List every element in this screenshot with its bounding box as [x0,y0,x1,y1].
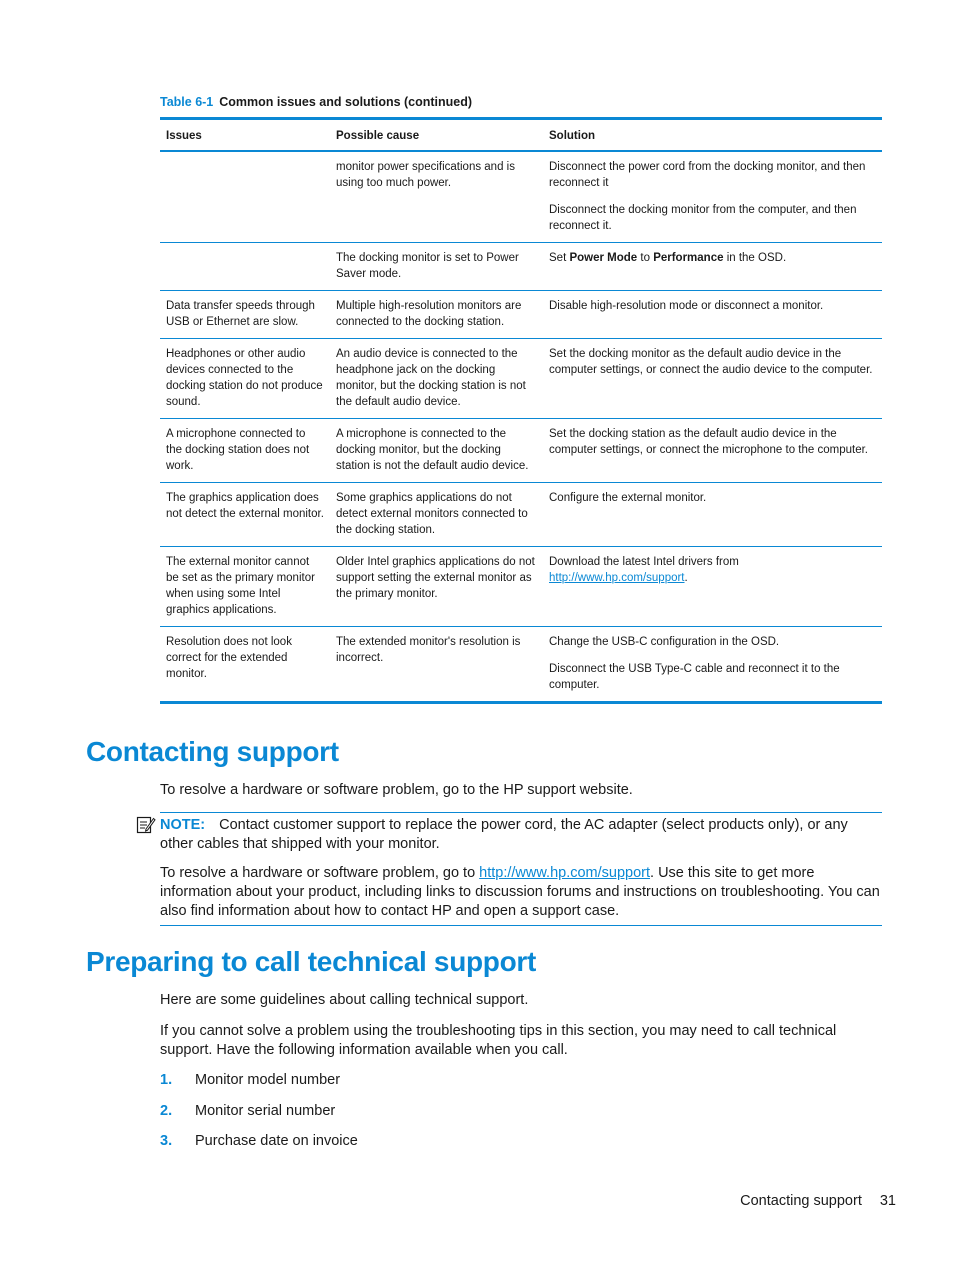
preparing-support-heading: Preparing to call technical support [86,946,537,977]
list-text: Monitor model number [195,1072,341,1088]
cause-cell: The docking monitor is set to Power Saver mode. [330,243,543,291]
solution-text: in the OSD. [723,252,787,264]
table-row [160,151,882,243]
solution-cell [543,627,883,703]
solution-text: Download the latest Intel drivers from [549,556,739,568]
solution-step: Change the USB-C configuration in the OSD. [549,636,780,648]
performance-term: Performance [653,252,724,264]
list-number: 2. [160,1103,173,1119]
solution-cell [543,291,883,339]
solution-cell [543,547,883,627]
support-para-after: . Use this site to get more information about your product, including links to discussion forums and instructions on troubleshooting. You can also find information about how to contact HP and open a support case. [160,865,880,919]
table-row [160,243,882,291]
solution-step: Set the docking station as the default audio device in the computer settings, or connect the microphone to the computer. [549,428,868,456]
table-caption [160,95,472,109]
note-pencil-icon [136,815,156,835]
solution-text: to [637,252,654,264]
solution-cell [543,419,883,483]
solution-cell [543,339,883,419]
hp-support-link[interactable]: http://www.hp.com/support [479,865,651,881]
note-body: Contact customer support to replace the power cord, the AC adapter (select products only), or any other cables that shipped with your monitor. [160,817,848,852]
solution-text: . [684,572,688,584]
issues-table [160,117,882,704]
note-label: NOTE: [160,817,206,833]
table-row [160,627,882,703]
table-row [160,339,882,419]
preparing-intro: Here are some guidelines about calling technical support. [160,992,529,1008]
issue-cell [160,243,330,291]
contacting-intro: To resolve a hardware or software problem, go to the HP support website. [160,782,633,798]
table-title: Common issues and solutions (continued) [219,95,473,109]
issue-cell: The external monitor cannot be set as the primary monitor when using some Intel graphics applications. [160,547,330,627]
solution-step: Set the docking monitor as the default audio device in the computer settings, or connect the audio device to the computer. [549,348,873,376]
col-header-solution: Solution [543,119,883,152]
solution-step: Configure the external monitor. [549,492,707,504]
cause-cell: The extended monitor's resolution is incorrect. [336,636,521,664]
issue-cell: Data transfer speeds through USB or Ethernet are slow. [160,291,330,339]
solution-step: Disconnect the docking monitor from the computer, and then reconnect it. [549,204,857,232]
support-para-before: To resolve a hardware or software problem, go to [160,865,480,881]
table-row [160,291,882,339]
issue-cell [160,151,330,243]
cause-cell: Some graphics applications do not detect external monitors connected to the docking station. [330,483,543,547]
solution-cell [543,243,883,291]
cause-cell: A microphone is connected to the docking monitor, but the docking station is not the default audio device. [330,419,543,483]
list-number: 1. [160,1072,173,1088]
footer-section: Contacting support [740,1193,862,1209]
table-row [160,419,882,483]
col-header-cause: Possible cause [330,119,543,152]
issue-cell: Headphones or other audio devices connected to the docking station do not produce sound. [160,339,330,419]
table-number: Table 6-1 [160,95,214,109]
table-row [160,547,882,627]
table-header-row [160,119,882,152]
page-number: 31 [879,1193,896,1209]
solution-cell [543,151,883,243]
power-mode-term: Power Mode [569,252,638,264]
page-footer [740,1193,896,1209]
preparing-paragraph: If you cannot solve a problem using the troubleshooting tips in this section, you may need to call technical support. Have the following information available when you call. [160,1023,837,1058]
contacting-support-heading: Contacting support [86,736,339,767]
issue-cell: Resolution does not look correct for the extended monitor. [166,636,292,680]
table-row [160,483,882,547]
solution-step: Disable high-resolution mode or disconnect a monitor. [549,300,824,312]
solution-cell [543,483,883,547]
cause-cell: Multiple high-resolution monitors are connected to the docking station. [330,291,543,339]
solution-text: Set [549,252,570,264]
list-number: 3. [160,1133,173,1149]
note-text [160,816,882,854]
list-text: Monitor serial number [195,1103,336,1119]
cause-cell: Older Intel graphics applications do not support setting the external monitor as the primary monitor. [330,547,543,627]
issue-cell: A microphone connected to the docking station does not work. [160,419,330,483]
issue-cell: The graphics application does not detect the external monitor. [160,483,330,547]
solution-step: Disconnect the power cord from the docking monitor, and then reconnect it [549,161,866,189]
support-paragraph [160,864,882,921]
cause-cell: An audio device is connected to the headphone jack on the docking monitor, but the docking station is not the default audio device. [330,339,543,419]
solution-step: Disconnect the USB Type-C cable and reconnect it to the computer. [549,663,840,691]
hp-support-link[interactable]: http://www.hp.com/support [549,572,685,584]
col-header-issues: Issues [160,119,330,152]
cause-cell: monitor power specifications and is using too much power. [330,151,543,243]
list-text: Purchase date on invoice [195,1133,358,1149]
